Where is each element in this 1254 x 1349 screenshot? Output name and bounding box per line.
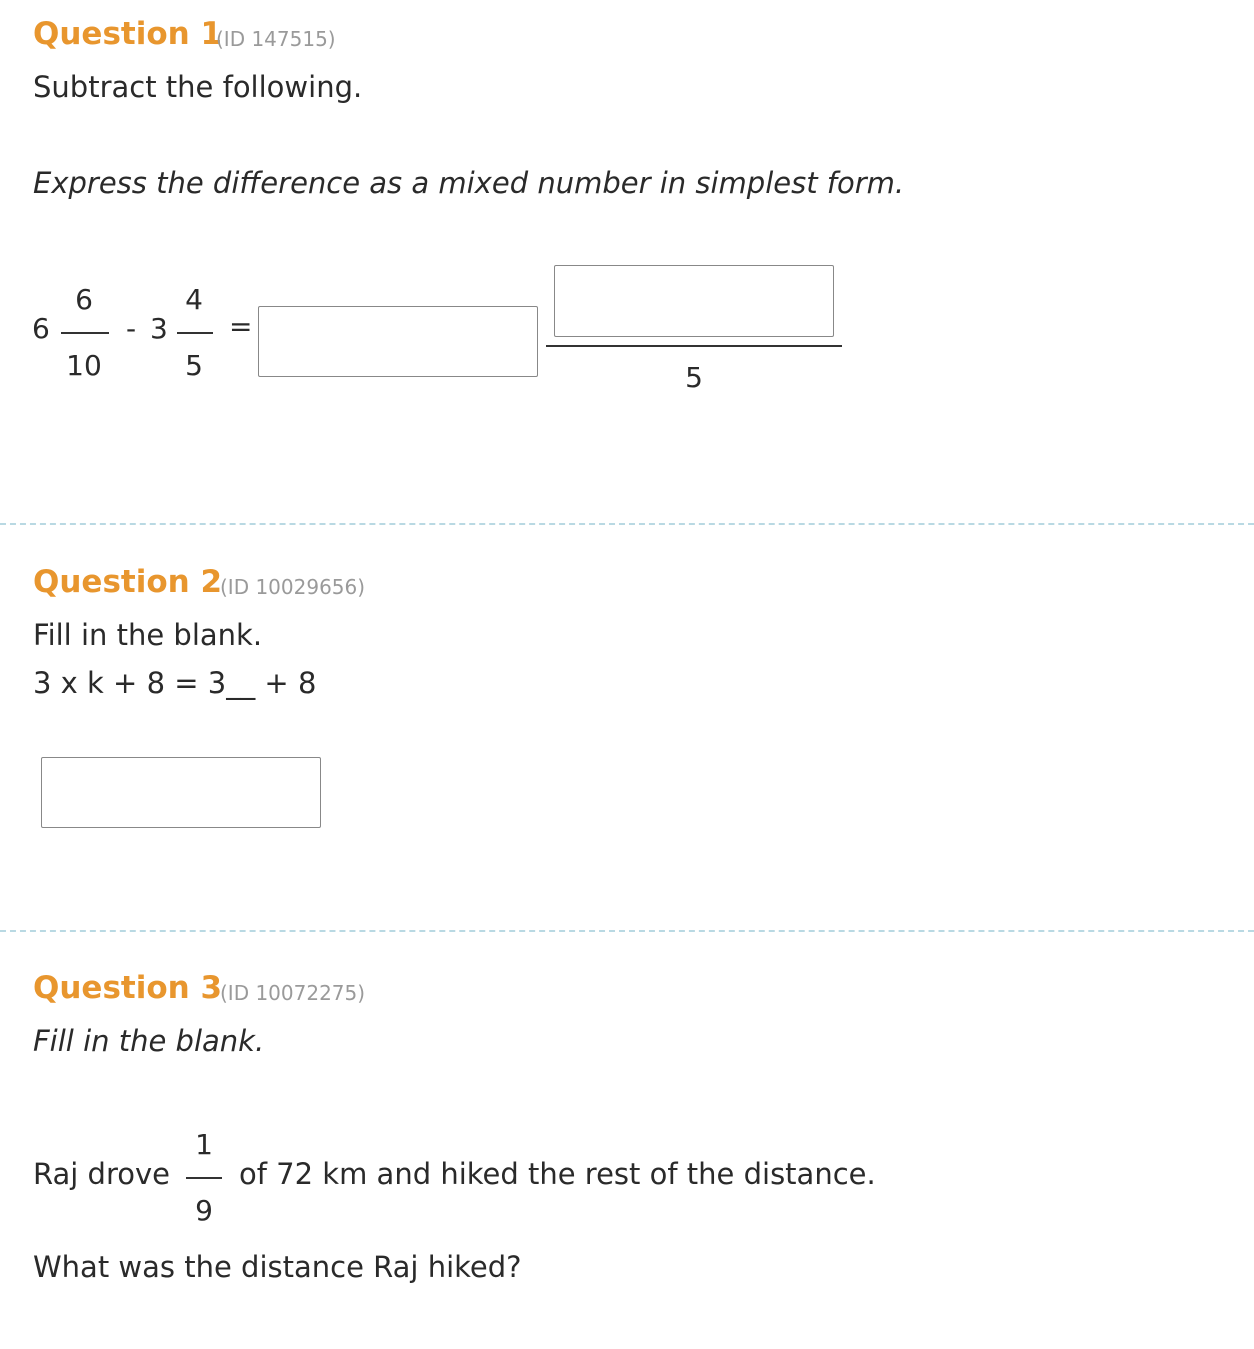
question-2-title: Question 2 [33, 564, 223, 600]
question-2-equation: 3 x k + 8 = 3__ + 8 [33, 666, 317, 700]
minus-sign: - [126, 312, 137, 345]
fraction-denominator: 9 [195, 1194, 213, 1227]
fraction-bar-b [177, 332, 213, 334]
answer-denominator: 5 [685, 361, 703, 394]
fraction-numerator: 1 [195, 1128, 213, 1161]
question-1-title: Question 1 [33, 16, 223, 52]
statement-text-after: of 72 km and hiked the rest of the distance. [239, 1157, 876, 1191]
answer-fraction-bar [546, 345, 842, 347]
fraction-bar-a [61, 332, 109, 334]
question-3-prompt: What was the distance Raj hiked? [33, 1250, 522, 1284]
question-divider [0, 523, 1254, 525]
equals-sign: = [229, 310, 253, 343]
question-divider [0, 930, 1254, 932]
numerator-answer-input[interactable] [554, 265, 834, 337]
mixed-number-b-numerator: 4 [185, 283, 203, 316]
mixed-number-a-whole: 6 [32, 312, 50, 345]
question-3-instruction: Fill in the blank. [33, 1024, 265, 1058]
mixed-number-b-whole: 3 [150, 312, 168, 345]
mixed-number-b-denominator: 5 [185, 349, 203, 382]
fraction-bar [186, 1177, 222, 1179]
question-3-id: (ID 10072275) [220, 981, 366, 1005]
question-2-answer-input[interactable] [41, 757, 321, 828]
question-2-id: (ID 10029656) [220, 575, 366, 599]
question-3-title: Question 3 [33, 970, 223, 1006]
question-1-subinstruction: Express the difference as a mixed number in simplest form. [33, 166, 905, 200]
question-2-instruction: Fill in the blank. [33, 618, 263, 652]
mixed-number-a-denominator: 10 [66, 349, 102, 382]
whole-number-answer-input[interactable] [258, 306, 538, 377]
question-1-instruction: Subtract the following. [33, 70, 363, 104]
mixed-number-a-numerator: 6 [75, 283, 93, 316]
statement-text-before: Raj drove [33, 1157, 170, 1191]
question-1-id: (ID 147515) [216, 27, 336, 51]
